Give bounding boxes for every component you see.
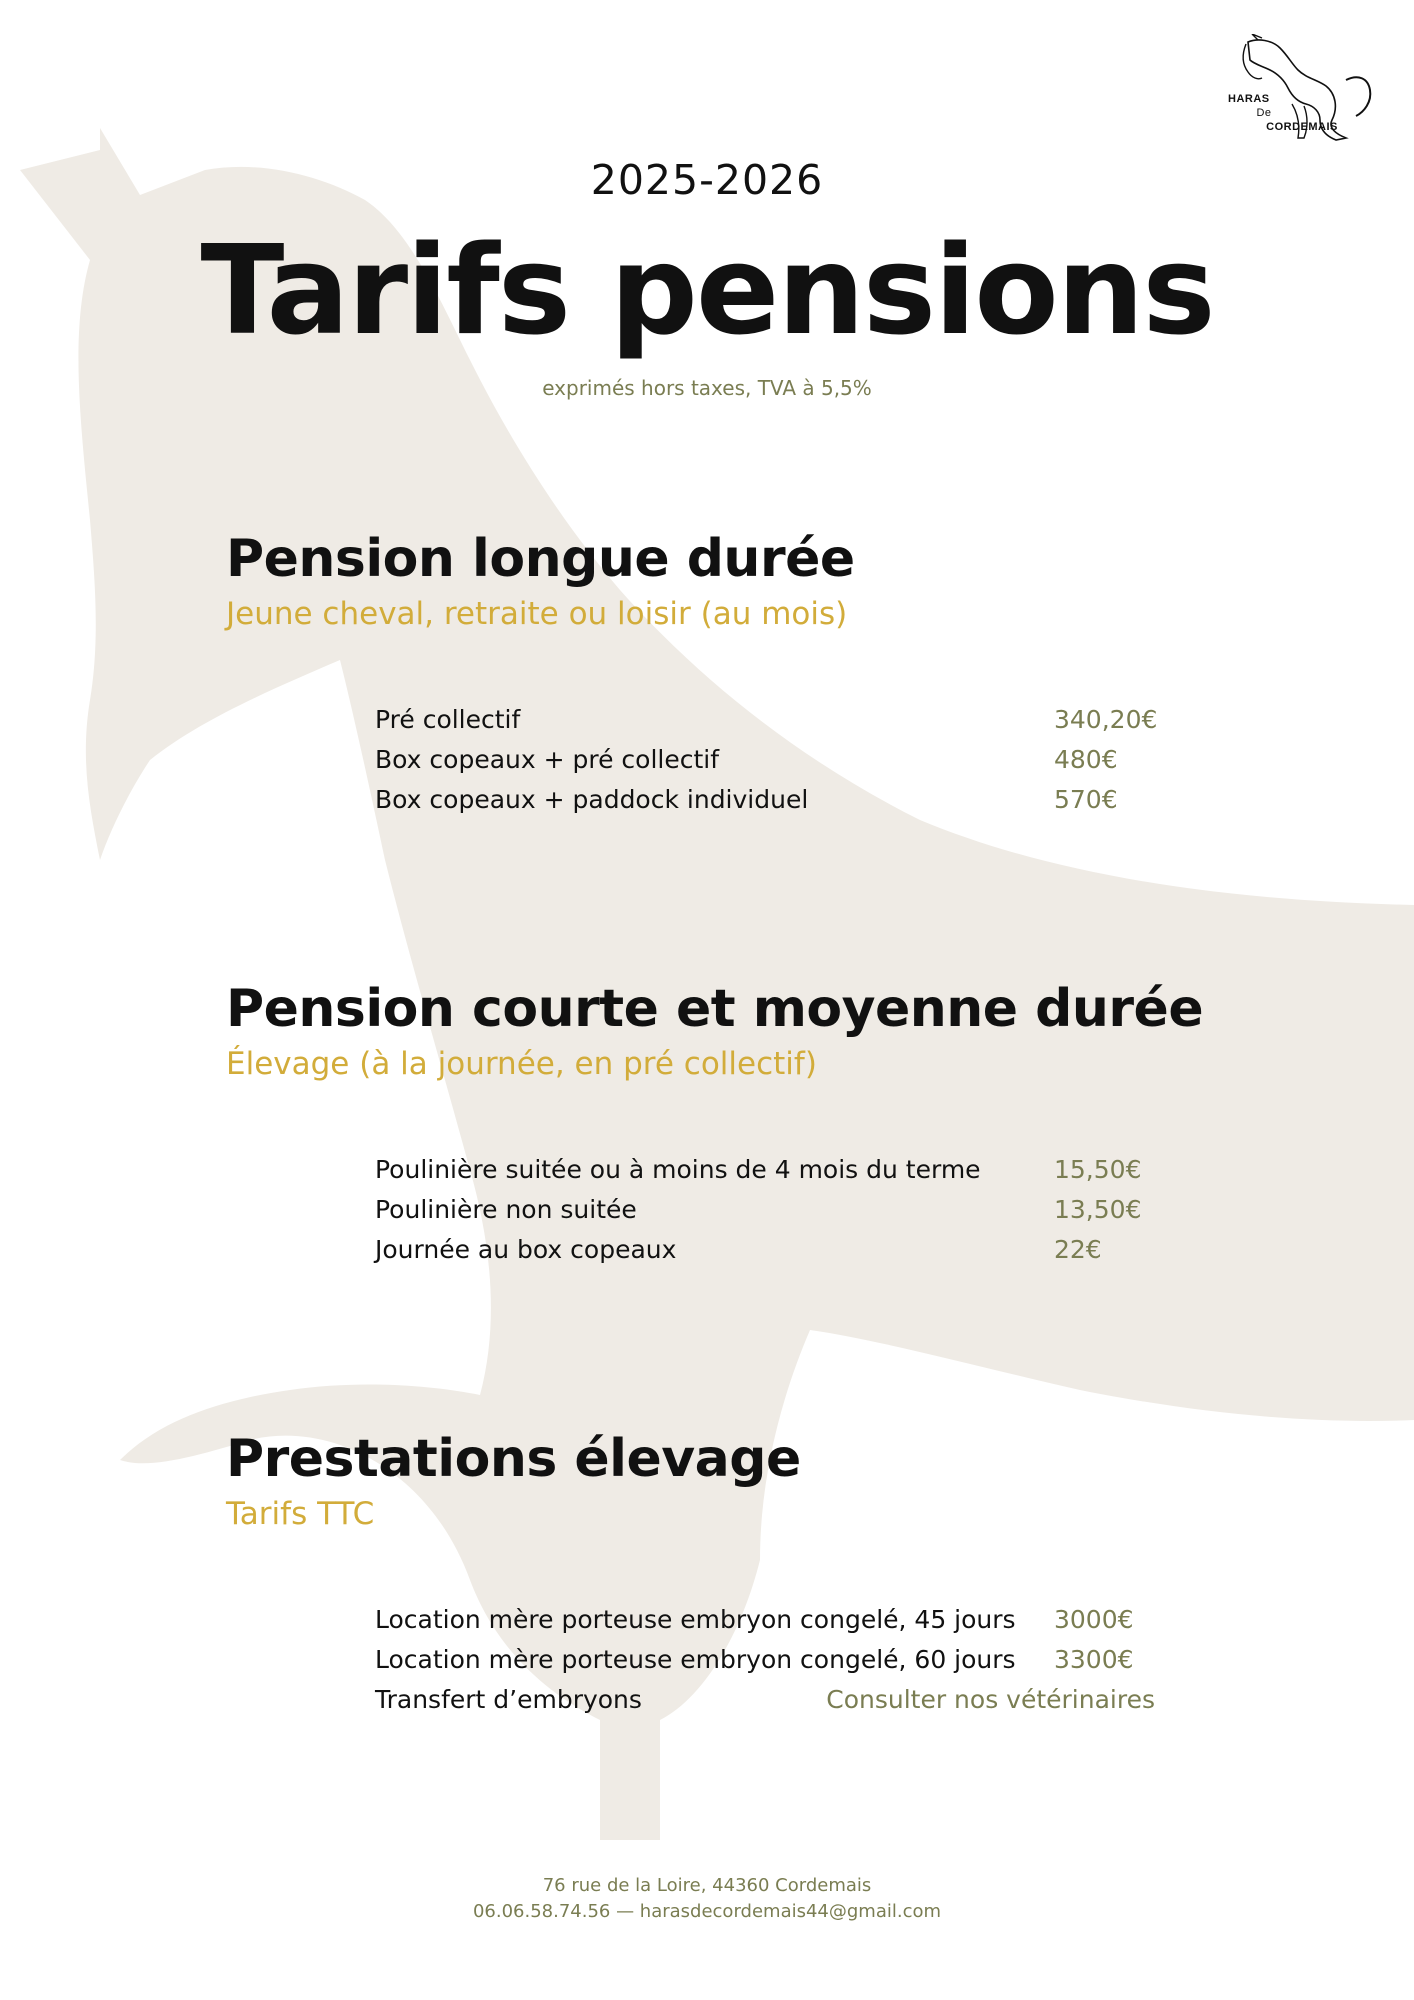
row-label: Transfert d’embryons bbox=[375, 1685, 642, 1714]
row-price: 15,50€ bbox=[1054, 1155, 1142, 1184]
section-subtitle: Jeune cheval, retraite ou loisir (au mois) bbox=[226, 596, 848, 632]
price-row bbox=[375, 1680, 1155, 1720]
footer-contact: 06.06.58.74.56 — harasdecordemais44@gmail.com bbox=[472, 1901, 942, 1922]
logo-text-cordemais: CORDEMAIS bbox=[1266, 121, 1338, 133]
row-price: 340,20€ bbox=[1054, 705, 1158, 734]
haras-logo bbox=[1228, 34, 1380, 150]
price-row bbox=[375, 700, 1158, 740]
row-label: Box copeaux + pré collectif bbox=[375, 745, 720, 774]
row-label: Journée au box copeaux bbox=[375, 1235, 677, 1264]
price-row bbox=[375, 1600, 1155, 1640]
price-row bbox=[375, 1150, 1155, 1190]
row-label: Box copeaux + paddock individuel bbox=[375, 785, 809, 814]
price-list bbox=[375, 1150, 1155, 1270]
row-label: Pré collectif bbox=[375, 705, 521, 734]
row-price: 3300€ bbox=[1054, 1645, 1134, 1674]
price-list bbox=[375, 1600, 1155, 1720]
section-title: Prestations élevage bbox=[226, 1429, 801, 1489]
logo-text-de: De bbox=[1256, 107, 1272, 119]
row-price: 570€ bbox=[1054, 785, 1118, 814]
section-title: Pension longue durée bbox=[226, 529, 855, 589]
section-subtitle: Élevage (à la journée, en pré collectif) bbox=[226, 1046, 817, 1082]
section-pension-courte-moyenne-duree bbox=[226, 978, 1226, 1264]
price-row bbox=[375, 780, 1155, 820]
section-title: Pension courte et moyenne durée bbox=[226, 979, 1204, 1039]
season-year: 2025-2026 bbox=[590, 156, 824, 204]
row-label: Poulinière suitée ou à moins de 4 mois du terme bbox=[375, 1155, 981, 1184]
section-subtitle: Tarifs TTC bbox=[226, 1496, 375, 1532]
row-price: 22€ bbox=[1054, 1235, 1102, 1264]
price-row bbox=[375, 1230, 1155, 1270]
row-price: 480€ bbox=[1054, 745, 1118, 774]
row-price: 3000€ bbox=[1054, 1605, 1134, 1634]
row-label: Poulinière non suitée bbox=[375, 1195, 637, 1224]
price-row bbox=[375, 1190, 1155, 1230]
price-list bbox=[375, 700, 1158, 820]
row-label: Location mère porteuse embryon congelé, 60 jours bbox=[375, 1645, 1016, 1674]
row-price: Consulter nos vétérinaires bbox=[826, 1685, 1155, 1714]
logo-text-haras: HARAS bbox=[1228, 93, 1270, 105]
price-row bbox=[375, 740, 1155, 780]
tax-note: exprimés hors taxes, TVA à 5,5% bbox=[542, 376, 872, 400]
price-row bbox=[375, 1640, 1155, 1680]
row-price: 13,50€ bbox=[1054, 1195, 1142, 1224]
footer-address: 76 rue de la Loire, 44360 Cordemais bbox=[542, 1875, 872, 1896]
page-title: Tarifs pensions bbox=[200, 220, 1214, 363]
section-prestations-elevage bbox=[226, 1428, 1226, 1714]
row-label: Location mère porteuse embryon congelé, 45 jours bbox=[375, 1605, 1016, 1634]
section-pension-longue-duree bbox=[226, 528, 1226, 814]
